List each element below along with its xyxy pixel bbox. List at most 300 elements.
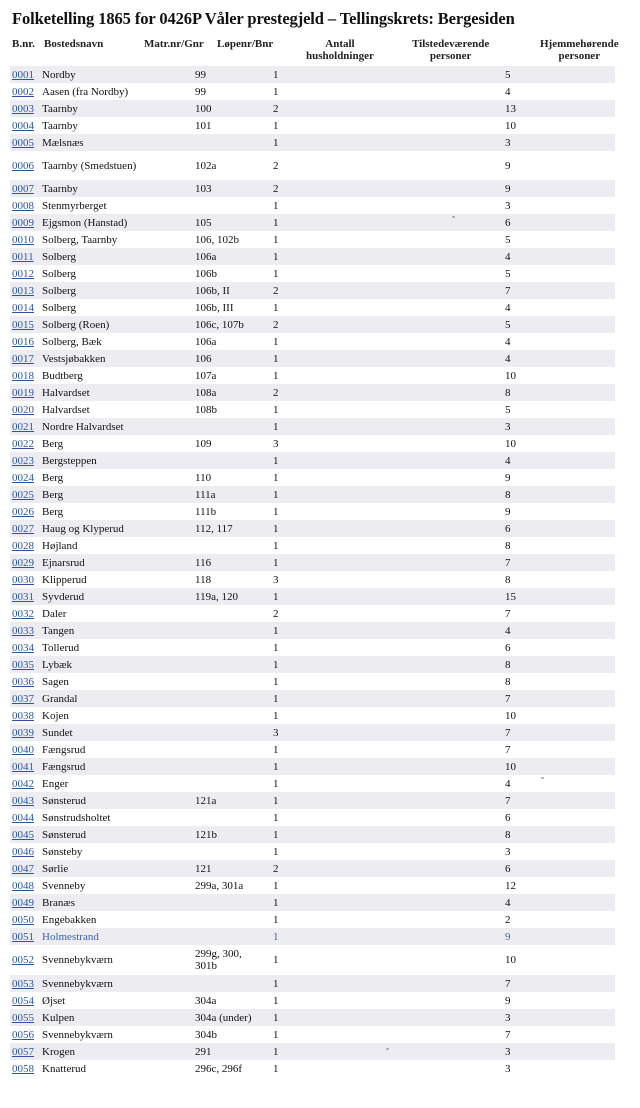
bnr-cell xyxy=(10,384,40,401)
bnr-link[interactable]: 0005 xyxy=(12,136,34,149)
bnr-cell xyxy=(10,100,40,117)
bostedsnavn-cell: Taarnby (Smedstuen) xyxy=(42,159,137,172)
bostedsnavn-cell: Holmestrand xyxy=(40,928,195,945)
husholdninger-cell: 1 xyxy=(273,505,279,518)
bnr-cell xyxy=(10,66,40,83)
bostedsnavn-cell: Ejnarsrud xyxy=(40,554,195,571)
bnr-link[interactable]: 0031 xyxy=(12,590,34,603)
bnr-cell xyxy=(10,180,40,197)
husholdninger-cell: 1 xyxy=(271,134,503,151)
bnr-link[interactable]: 0018 xyxy=(12,369,34,382)
bnr-cell xyxy=(10,151,40,180)
bnr-link[interactable]: 0053 xyxy=(12,977,34,990)
lopenr-cell: 296c, 296f xyxy=(195,1062,243,1075)
hjemmehorende-cell: 9 xyxy=(505,471,511,484)
husholdninger-cell: 1 xyxy=(273,954,279,966)
husholdninger-cell: 1 xyxy=(273,845,279,858)
bnr-link[interactable]: 0002 xyxy=(12,85,34,98)
bnr-link[interactable]: 0058 xyxy=(12,1062,34,1075)
hjemmehorende-cell: 5 xyxy=(505,267,511,280)
bnr-link[interactable]: 0052 xyxy=(12,954,34,966)
husholdninger-cell: 1 xyxy=(273,913,279,926)
bostedsnavn-cell: Bergsteppen xyxy=(40,452,195,469)
lopenr-cell: 108a xyxy=(195,384,271,401)
hjemmehorende-cell: 9 xyxy=(503,180,615,197)
lopenr-cell xyxy=(195,724,271,741)
bostedsnavn-cell: Berg xyxy=(42,505,64,518)
table-row xyxy=(10,418,615,435)
hjemmehorende-cell: 4 xyxy=(505,85,511,98)
husholdninger-cell: 1 xyxy=(271,418,503,435)
husholdninger-cell: 1 xyxy=(271,792,503,809)
bnr-link[interactable]: 0023 xyxy=(12,454,34,467)
bnr-cell xyxy=(10,248,40,265)
table-row xyxy=(10,134,615,151)
bostedsnavn-cell: Lybæk xyxy=(40,656,195,673)
bnr-cell xyxy=(10,605,40,622)
bnr-link[interactable]: 0013 xyxy=(12,284,34,297)
hjemmehorende-cell: 8 xyxy=(505,573,511,586)
lopenr-cell: 106 xyxy=(195,350,271,367)
lopenr-cell xyxy=(195,656,271,673)
bnr-link[interactable]: 0041 xyxy=(12,760,34,773)
hjemmehorende-cell: 6 xyxy=(503,520,615,537)
lopenr-cell: 304a (under) xyxy=(195,1009,271,1026)
husholdninger-cell: 1 xyxy=(271,1009,503,1026)
husholdninger-cell: 1 xyxy=(273,1062,279,1075)
bnr-link[interactable]: 0020 xyxy=(12,403,34,416)
bnr-link[interactable]: 0001 xyxy=(12,68,34,81)
lopenr-cell: 304a xyxy=(195,994,217,1007)
husholdninger-cell: 1 xyxy=(271,975,503,992)
husholdninger-cell: 2 xyxy=(271,860,503,877)
table-row xyxy=(10,554,615,571)
table-row xyxy=(10,469,615,486)
hjemmehorende-cell: 8 xyxy=(503,384,615,401)
husholdninger-cell: 1 xyxy=(271,248,503,265)
lopenr-cell: 103 xyxy=(195,180,271,197)
husholdninger-cell: 2 xyxy=(271,384,503,401)
lopenr-cell: 106c, 107b xyxy=(195,316,271,333)
table-row xyxy=(10,975,615,992)
bnr-cell xyxy=(10,928,40,945)
table-row xyxy=(10,100,615,117)
table-row xyxy=(10,316,615,333)
bnr-link[interactable]: 0027 xyxy=(12,522,34,535)
hjemmehorende-cell: 9 xyxy=(505,994,511,1007)
bostedsnavn-cell: Solberg xyxy=(40,248,195,265)
table-row xyxy=(10,265,615,282)
husholdninger-cell: 1 xyxy=(271,826,503,843)
bnr-link[interactable]: 0033 xyxy=(12,624,34,637)
lopenr-cell xyxy=(195,775,271,792)
bnr-link[interactable]: 0024 xyxy=(12,471,34,484)
bnr-link[interactable]: 0012 xyxy=(12,267,34,280)
table-row xyxy=(10,486,615,503)
hjemmehorende-cell: 7 xyxy=(503,975,615,992)
bostedsnavn-cell: Sagen xyxy=(42,675,69,688)
husholdninger-cell: 1 xyxy=(273,709,279,722)
bnr-cell xyxy=(10,911,40,928)
bostedsnavn-cell: Taarnby xyxy=(40,100,195,117)
husholdninger-cell: 1 xyxy=(273,539,279,552)
bnr-link[interactable]: 0037 xyxy=(12,692,34,705)
bnr-link[interactable]: 0007 xyxy=(12,182,34,195)
husholdninger-cell: 1 xyxy=(273,777,279,790)
hjemmehorende-cell: 2 xyxy=(505,913,511,926)
bnr-cell xyxy=(10,622,40,639)
bnr-cell xyxy=(10,826,40,843)
husholdninger-cell: 1 xyxy=(271,66,503,83)
lopenr-cell xyxy=(195,673,271,690)
table-row xyxy=(10,860,615,877)
lopenr-cell xyxy=(195,741,271,758)
bnr-cell xyxy=(10,554,40,571)
husholdninger-cell: 3 xyxy=(271,724,503,741)
husholdninger-cell: 1 xyxy=(271,588,503,605)
lopenr-cell: 100 xyxy=(195,100,271,117)
lopenr-cell xyxy=(195,639,271,656)
bnr-link[interactable]: 0004 xyxy=(12,119,34,132)
bostedsnavn-cell: Taarnby xyxy=(42,119,78,132)
bostedsnavn-cell: Taarnby xyxy=(40,180,195,197)
lopenr-cell: 106a xyxy=(195,248,271,265)
hjemmehorende-cell: 4 xyxy=(503,350,615,367)
table-row xyxy=(10,673,615,690)
bnr-link[interactable]: 0025 xyxy=(12,488,34,501)
bnr-link[interactable]: 0046 xyxy=(12,845,34,858)
lopenr-cell xyxy=(195,537,271,554)
bnr-link[interactable]: 0019 xyxy=(12,386,34,399)
bnr-link[interactable]: 0039 xyxy=(12,726,34,739)
lopenr-cell xyxy=(195,418,271,435)
bnr-link[interactable]: 0032 xyxy=(12,607,34,620)
lopenr-cell xyxy=(195,622,271,639)
table-row xyxy=(10,724,615,741)
lopenr-cell xyxy=(195,690,271,707)
bostedsnavn-cell: Halvardset xyxy=(40,384,195,401)
bnr-cell xyxy=(10,758,40,775)
bnr-cell xyxy=(10,741,40,758)
bnr-cell xyxy=(10,639,40,656)
bostedsnavn-cell: Fængsrud xyxy=(40,758,195,775)
bnr-link[interactable]: 0021 xyxy=(12,420,34,433)
bnr-link[interactable]: 0017 xyxy=(12,352,34,365)
hjemmehorende-cell: 6 xyxy=(503,860,615,877)
bnr-link[interactable]: 0008 xyxy=(12,199,34,212)
table-row xyxy=(10,151,615,180)
bnr-link[interactable]: 0038 xyxy=(12,709,34,722)
bnr-cell xyxy=(10,945,40,975)
bnr-link[interactable]: 0015 xyxy=(12,318,34,331)
lopenr-cell: 106b xyxy=(195,267,217,280)
husholdninger-cell: 2 xyxy=(273,607,279,620)
bnr-cell xyxy=(10,588,40,605)
bostedsnavn-cell: Sørlie xyxy=(40,860,195,877)
table-row xyxy=(10,894,615,911)
lopenr-cell: 121a xyxy=(195,792,271,809)
bnr-link[interactable]: 0049 xyxy=(12,896,34,909)
bnr-link[interactable]: 0044 xyxy=(12,811,34,824)
scan-speck xyxy=(541,777,544,779)
lopenr-cell xyxy=(195,843,271,860)
lopenr-cell xyxy=(195,758,271,775)
husholdninger-cell: 1 xyxy=(271,690,503,707)
husholdninger-cell: 1 xyxy=(271,894,503,911)
bnr-cell xyxy=(10,503,40,520)
husholdninger-cell: 1 xyxy=(271,622,503,639)
bostedsnavn-cell: Krogen xyxy=(40,1043,195,1060)
hjemmehorende-cell: 6 xyxy=(505,811,511,824)
hjemmehorende-cell: 5 xyxy=(505,233,511,246)
bostedsnavn-cell: Vestsjøbakken xyxy=(40,350,195,367)
husholdninger-cell: 2 xyxy=(271,100,503,117)
bnr-link[interactable]: 0029 xyxy=(12,556,34,569)
bnr-link[interactable]: 0043 xyxy=(12,794,34,807)
husholdninger-cell: 1 xyxy=(271,452,503,469)
table-row xyxy=(10,248,615,265)
husholdninger-cell: 1 xyxy=(273,811,279,824)
bnr-link[interactable]: 0045 xyxy=(12,828,34,841)
bostedsnavn-cell: Svennebykværn xyxy=(42,1028,113,1041)
bostedsnavn-cell: Syvderud xyxy=(40,588,195,605)
hjemmehorende-cell: 4 xyxy=(503,894,615,911)
table-row xyxy=(10,520,615,537)
hjemmehorende-cell: 4 xyxy=(503,622,615,639)
husholdninger-cell: 3 xyxy=(273,573,279,586)
table-row xyxy=(10,588,615,605)
bnr-cell xyxy=(10,333,40,350)
lopenr-cell xyxy=(195,975,271,992)
husholdninger-cell: 1 xyxy=(273,403,279,416)
bostedsnavn-cell: Grandal xyxy=(40,690,195,707)
bnr-cell xyxy=(10,1026,40,1043)
lopenr-cell: 99 xyxy=(195,66,271,83)
bostedsnavn-cell: Nordre Halvardset xyxy=(40,418,195,435)
bostedsnavn-cell: Højland xyxy=(42,539,78,552)
bnr-link[interactable]: 0055 xyxy=(12,1011,34,1024)
bnr-cell xyxy=(10,1060,40,1077)
hjemmehorende-cell: 13 xyxy=(503,100,615,117)
table-row xyxy=(10,197,615,214)
header-tilstede: Tilstedeværende personer xyxy=(412,38,490,62)
bnr-link[interactable]: 0047 xyxy=(12,862,34,875)
bostedsnavn-cell: Aasen (fra Nordby) xyxy=(42,85,129,98)
husholdninger-cell: 1 xyxy=(271,486,503,503)
bostedsnavn-cell: Berg xyxy=(40,486,195,503)
bostedsnavn-cell: Halvardset xyxy=(42,403,90,416)
hjemmehorende-cell: 7 xyxy=(505,607,511,620)
bostedsnavn-cell: Solberg, Bæk xyxy=(42,335,102,348)
hjemmehorende-cell: 10 xyxy=(505,119,516,132)
bnr-link[interactable]: 0048 xyxy=(12,879,34,892)
table-row xyxy=(10,639,615,656)
table-row xyxy=(10,214,615,231)
page-title: Folketelling 1865 for 0426P Våler prestegjeld – Tellingskrets: Bergesiden xyxy=(12,9,515,28)
bostedsnavn-cell: Engebakken xyxy=(42,913,97,926)
bnr-cell xyxy=(10,452,40,469)
husholdninger-cell: 1 xyxy=(273,641,279,654)
table-row xyxy=(10,690,615,707)
bnr-cell xyxy=(10,469,40,486)
lopenr-cell: 109 xyxy=(195,437,212,450)
hjemmehorende-cell: 10 xyxy=(505,709,516,722)
table-row xyxy=(10,384,615,401)
hjemmehorende-cell: 7 xyxy=(503,792,615,809)
bnr-cell xyxy=(10,117,40,134)
bnr-link[interactable]: 0022 xyxy=(12,437,34,450)
husholdninger-cell: 1 xyxy=(271,928,503,945)
bnr-link[interactable]: 0054 xyxy=(12,994,34,1007)
table-row xyxy=(10,1009,615,1026)
husholdninger-cell: 1 xyxy=(273,1028,279,1041)
table-row xyxy=(10,435,615,452)
bnr-link[interactable]: 0028 xyxy=(12,539,34,552)
table-row xyxy=(10,843,615,860)
husholdninger-cell: 1 xyxy=(273,267,279,280)
hjemmehorende-cell: 8 xyxy=(505,675,511,688)
bnr-link[interactable]: 0009 xyxy=(12,216,34,229)
bnr-link[interactable]: 0011 xyxy=(12,250,34,263)
lopenr-cell xyxy=(195,707,271,724)
bostedsnavn-cell: Øjset xyxy=(42,994,66,1007)
lopenr-cell: 105 xyxy=(195,214,271,231)
bostedsnavn-cell: Svenneby xyxy=(42,879,86,892)
bnr-cell xyxy=(10,707,40,724)
bnr-link[interactable]: 0057 xyxy=(12,1045,34,1058)
husholdninger-cell: 2 xyxy=(271,180,503,197)
table-row xyxy=(10,877,615,894)
bnr-cell xyxy=(10,197,40,214)
bnr-link[interactable]: 0010 xyxy=(12,233,34,246)
bnr-cell xyxy=(10,843,40,860)
lopenr-cell: 121b xyxy=(195,826,271,843)
bnr-cell xyxy=(10,992,40,1009)
bostedsnavn-cell: Daler xyxy=(42,607,67,620)
scan-speck xyxy=(386,1048,389,1050)
bnr-cell xyxy=(10,418,40,435)
bostedsnavn-cell: Sønsterud xyxy=(40,826,195,843)
bnr-cell xyxy=(10,656,40,673)
hjemmehorende-cell: 4 xyxy=(503,248,615,265)
bostedsnavn-cell: Ejgsmon (Hanstad) xyxy=(40,214,195,231)
table-row xyxy=(10,945,615,975)
table-row xyxy=(10,809,615,826)
husholdninger-cell: 1 xyxy=(273,85,279,98)
bostedsnavn-cell: Kulpen xyxy=(40,1009,195,1026)
bnr-link[interactable]: 0034 xyxy=(12,641,34,654)
header-lopenr: Løpenr/Bnr xyxy=(217,38,274,50)
bnr-link[interactable]: 0026 xyxy=(12,505,34,518)
lopenr-cell: 99 xyxy=(195,85,206,98)
hjemmehorende-cell: 6 xyxy=(503,214,615,231)
hjemmehorende-cell: 3 xyxy=(505,199,511,212)
lopenr-cell: 110 xyxy=(195,471,212,484)
bostedsnavn-cell: Enger xyxy=(42,777,69,790)
bostedsnavn-cell: Berg xyxy=(42,471,64,484)
bnr-cell xyxy=(10,265,40,282)
bnr-link[interactable]: 0003 xyxy=(12,102,34,115)
hjemmehorende-cell: 9 xyxy=(503,928,615,945)
bnr-link[interactable]: 0035 xyxy=(12,658,34,671)
lopenr-cell xyxy=(195,809,271,826)
lopenr-cell xyxy=(195,894,271,911)
husholdninger-cell: 1 xyxy=(271,1043,503,1060)
husholdninger-cell: 1 xyxy=(271,350,503,367)
bnr-link[interactable]: 0006 xyxy=(12,159,34,172)
table-row xyxy=(10,741,615,758)
husholdninger-cell: 2 xyxy=(271,316,503,333)
bostedsnavn-cell: Svennebykværn xyxy=(40,975,195,992)
table-row xyxy=(10,180,615,197)
lopenr-cell xyxy=(195,134,271,151)
bnr-link[interactable]: 0050 xyxy=(12,913,34,926)
lopenr-cell: 111b xyxy=(195,505,217,518)
bnr-cell xyxy=(10,571,40,588)
husholdninger-cell: 1 xyxy=(271,214,503,231)
table-row xyxy=(10,775,615,792)
bnr-link[interactable]: 0014 xyxy=(12,301,34,314)
bnr-cell xyxy=(10,299,40,316)
bnr-cell xyxy=(10,775,40,792)
bostedsnavn-cell: Knatterud xyxy=(42,1062,86,1075)
bnr-link[interactable]: 0016 xyxy=(12,335,34,348)
husholdninger-cell: 1 xyxy=(273,199,279,212)
hjemmehorende-cell: 3 xyxy=(503,1009,615,1026)
header-bostedsnavn: Bostedsnavn xyxy=(44,38,104,50)
hjemmehorende-cell: 3 xyxy=(505,845,511,858)
lopenr-cell: 299g, 300, 301b xyxy=(195,948,242,972)
table-row xyxy=(10,537,615,554)
bostedsnavn-cell: Sønsteby xyxy=(42,845,83,858)
lopenr-cell: 118 xyxy=(195,573,212,586)
bnr-link[interactable]: 0056 xyxy=(12,1028,34,1041)
table-row xyxy=(10,826,615,843)
bostedsnavn-cell: Budtberg xyxy=(42,369,83,382)
husholdninger-cell: 1 xyxy=(273,471,279,484)
lopenr-cell: 116 xyxy=(195,554,271,571)
husholdninger-cell: 1 xyxy=(273,301,279,314)
lopenr-cell: 111a xyxy=(195,486,271,503)
table-row xyxy=(10,656,615,673)
table-row xyxy=(10,707,615,724)
hjemmehorende-cell: 5 xyxy=(505,403,511,416)
hjemmehorende-cell: 10 xyxy=(505,437,516,450)
bostedsnavn-cell: Solberg, Taarnby xyxy=(42,233,118,246)
bnr-link[interactable]: 0042 xyxy=(12,777,34,790)
husholdninger-cell: 1 xyxy=(273,335,279,348)
hjemmehorende-cell: 12 xyxy=(505,879,516,892)
lopenr-cell: 107a xyxy=(195,369,217,382)
bnr-link[interactable]: 0036 xyxy=(12,675,34,688)
hjemmehorende-cell: 3 xyxy=(503,418,615,435)
bnr-link[interactable]: 0030 xyxy=(12,573,34,586)
hjemmehorende-cell: 8 xyxy=(503,486,615,503)
bnr-link[interactable]: 0051 xyxy=(12,930,34,943)
bnr-link[interactable]: 0040 xyxy=(12,743,34,756)
header-husholdninger: Antall husholdninger xyxy=(306,38,374,62)
table-row xyxy=(10,1060,615,1077)
bostedsnavn-cell: Solberg xyxy=(42,267,77,280)
table-row xyxy=(10,1043,615,1060)
hjemmehorende-cell: 10 xyxy=(503,758,615,775)
husholdninger-cell: 1 xyxy=(273,879,279,892)
table-row xyxy=(10,83,615,100)
lopenr-cell xyxy=(195,605,271,622)
husholdninger-cell: 1 xyxy=(271,520,503,537)
lopenr-cell xyxy=(195,911,271,928)
lopenr-cell: 304b xyxy=(195,1028,217,1041)
